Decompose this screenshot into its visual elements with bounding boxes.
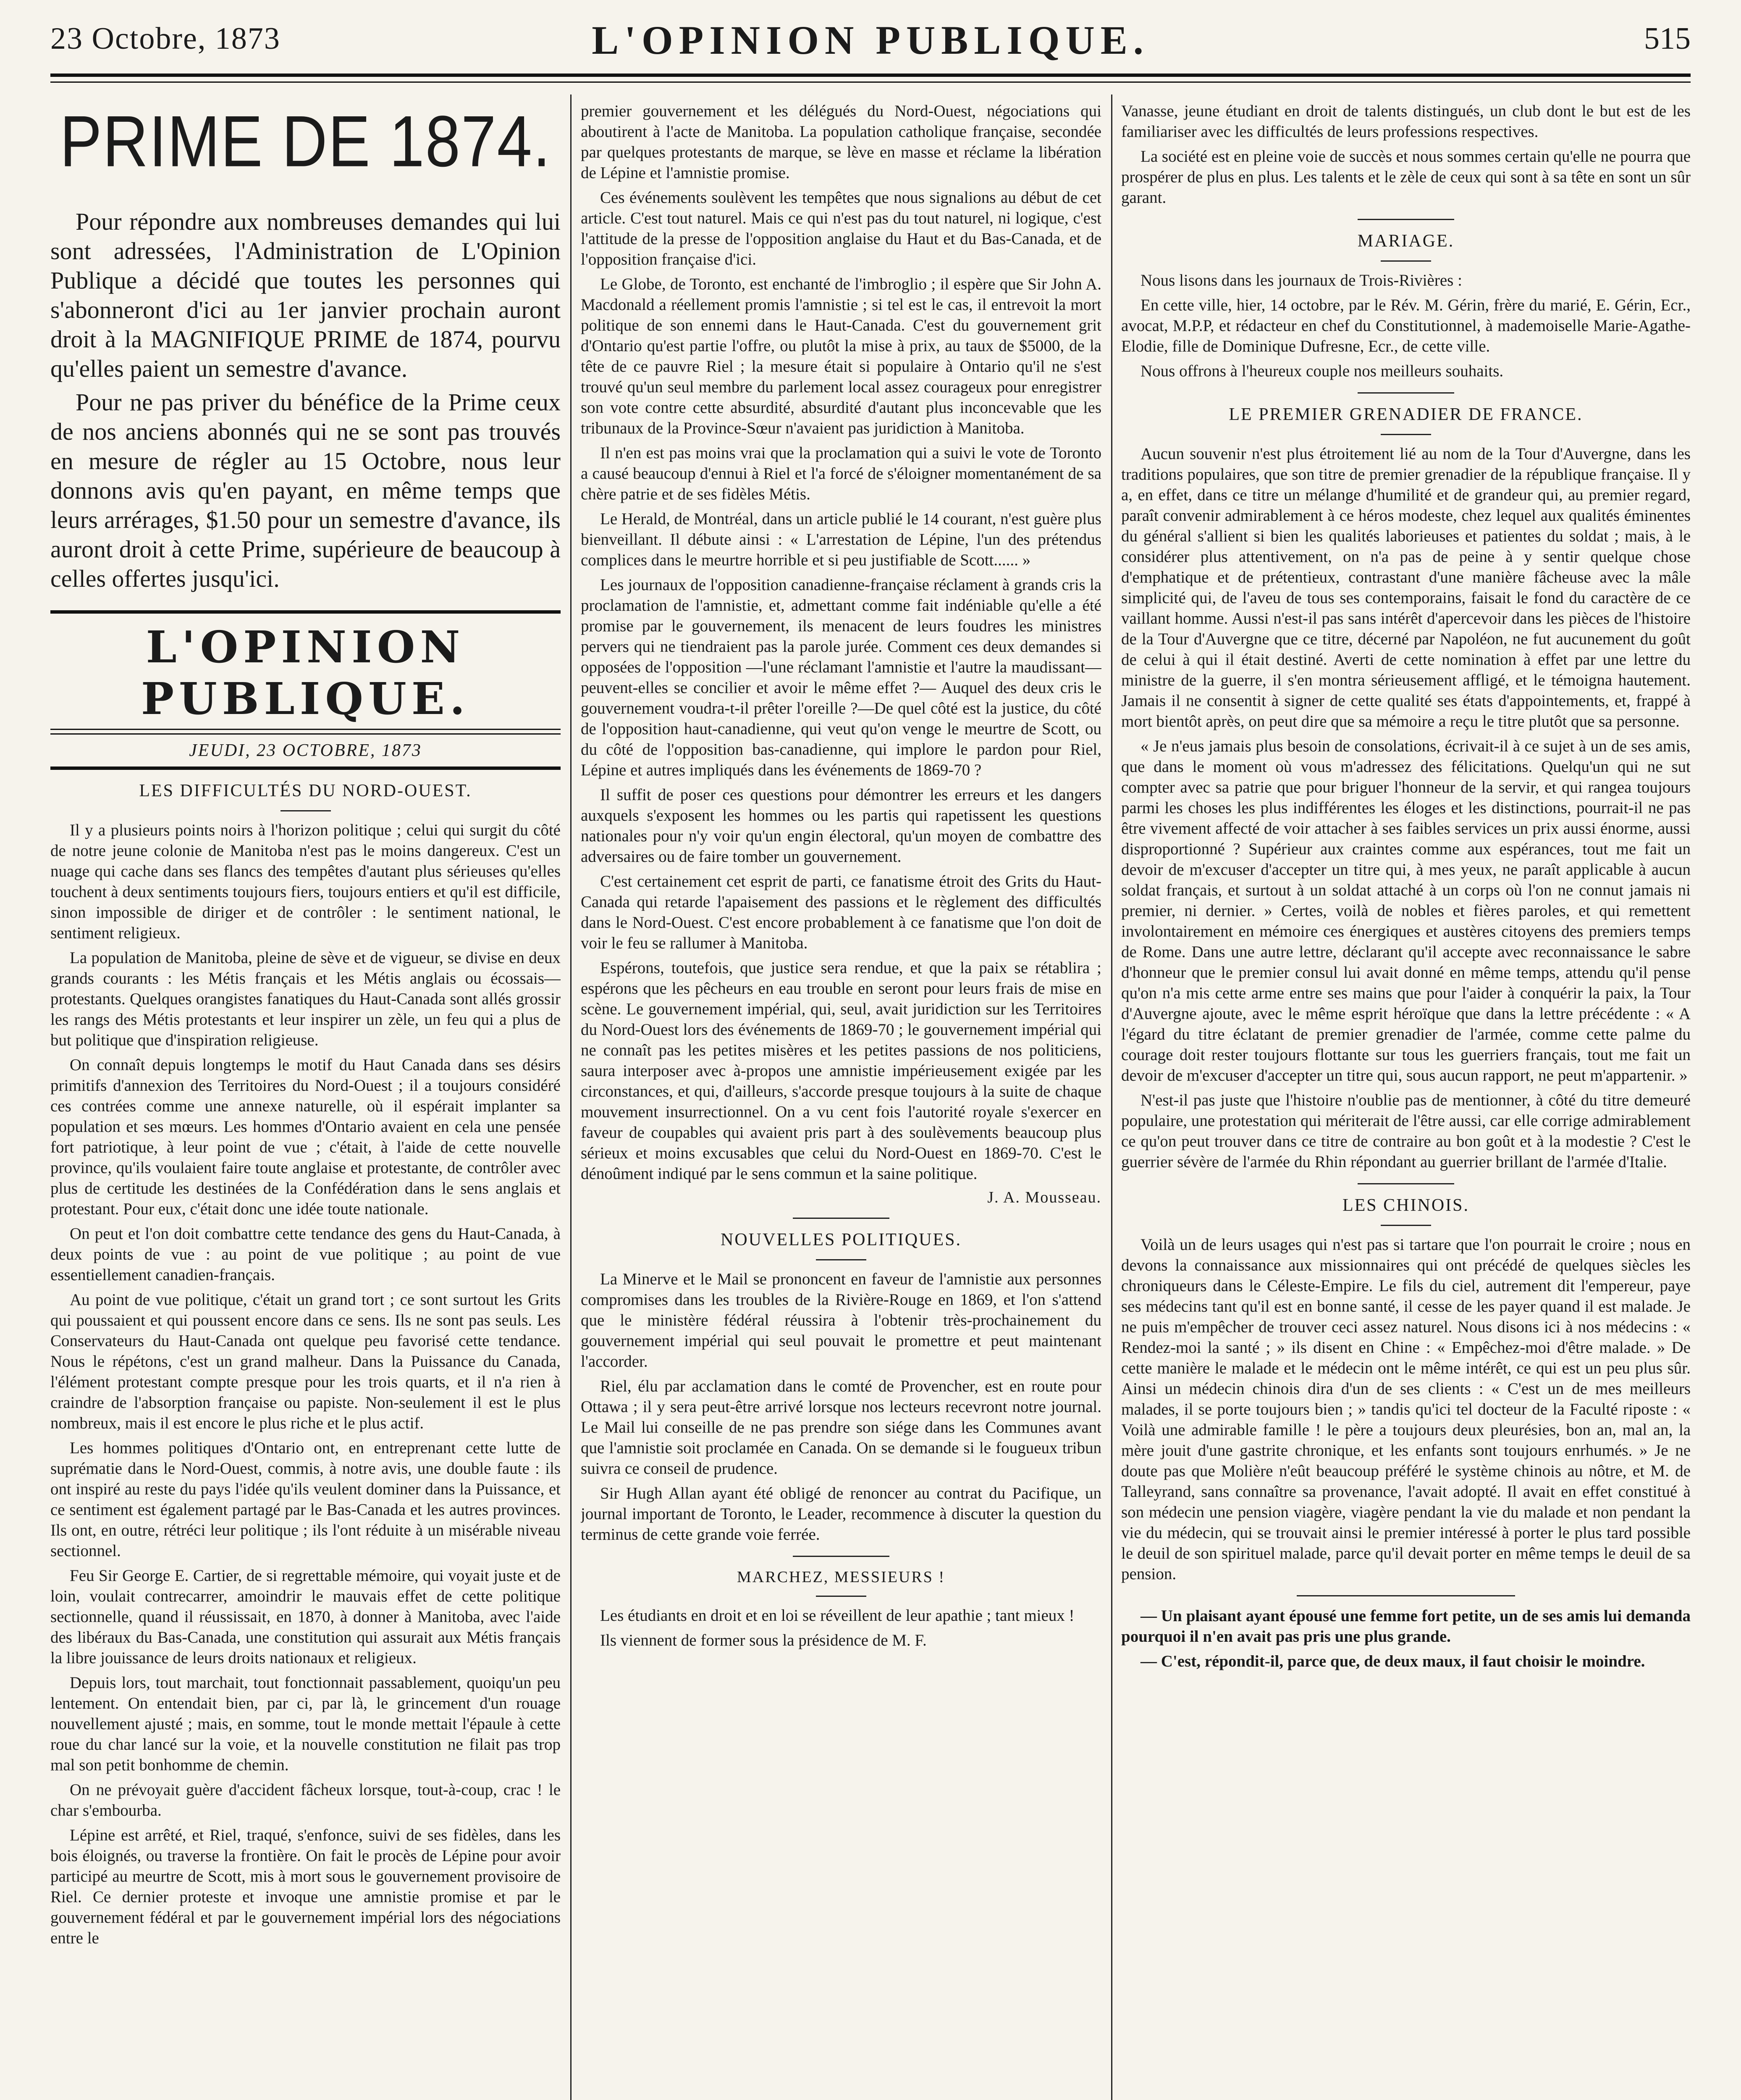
article-signature: J. A. Mousseau. [987, 1189, 1101, 1206]
masthead-title: L'OPINION PUBLIQUE. [141, 621, 470, 724]
prime-title: PRIME DE 1874. [60, 101, 551, 182]
prime-paragraph: Pour ne pas priver du bénéfice de la Prime ceux de nos anciens abonnés qui ne se sont pas trouvés en mesure de régler au 15 Octobre, nous leur donnons avis qu'en payant, en même temps que leurs arrérages, $1.50 pour un semestre d'avance, ils auront droit à cette Prime, supérieure de beaucoup à celles offertes jusqu'ici. [50, 388, 561, 592]
section-title: NOUVELLES POLITIQUES. [721, 1230, 962, 1250]
paragraph: La population de Manitoba, pleine de sève et de vigueur, se divise en deux grands courants : les Métis français et les Métis anglais ou écossais—protestants. Quelques orangistes fanatiques du Haut-Canada sont allés grossir les rangs des Métis protestants et leur inspirer un zèle, un feu qui a plus de but politique que d'inspiration religieuse. [50, 949, 561, 1049]
paragraph: N'est-il pas juste que l'histoire n'oublie pas de mentionner, à côté du titre demeuré populaire, une protestation qui mériterait de l'être aussi, car elle corrige admirablement ce qu'on peut trouver dans ce titre de contraire au bon goût et à la modestie ? C'est le guerrier sévère de l'armée du Rhin répondant au guerrier brillant de l'armée d'Italie. [1121, 1091, 1691, 1171]
prime-paragraph: Pour répondre aux nombreuses demandes qui lui sont adressées, l'Administration de L'Opinion Publique a décidé que toutes les personnes qui s'abonneront d'ici au 1er janvier prochain auront droit à la MAGNIFIQUE PRIME de 1874, pourvu qu'elles paient un semestre d'avance. [50, 208, 561, 382]
section-title: LE PREMIER GRENADIER DE FRANCE. [1229, 405, 1583, 424]
paragraph: Voilà un de leurs usages qui n'est pas si tartare que l'on pourrait le croire ; nous en devons la connaissance aux missionnaires qui ont précédé de quelques siècles les chroniqueurs dans le Céleste-Empire. Le fils du ciel, autrement dit l'empereur, paye ses médecins tant qu'il est en bonne santé, il cesse de les payer quand il est malade. Je ne puis m'empêcher de trouver ceci assez naturel. Nous disons ici à nos médecins : « Rendez-moi la santé ; » ils disent en Chine : « Empêchez-moi d'être malade. » De cette manière le malade et le médecin ont le même intérêt, ce qui est un peu plus sûr. Ainsi un médecin chinois dira d'un de ses clients : « C'est un de mes meilleurs malades, il se porte toujours bien ; » tandis qu'ici tel docteur de la Faculté riposte : « Voilà une admirable famille ! le père a toujours deux pleurésies, bon an, mal an, la mère jouit d'une gastrite chronique, et les enfants sont toujours enrhumés. » Je ne doute pas que Molière n'eût beaucoup préféré le système chinois au nôtre, et M. de Talleyrand, sans connaître sa provenance, l'avait adopté. Il avait en effet constitué à son médecin une pension viagère, viagère pendant la vie du malade et non pendant la vie du médecin, qui se trouvait ainsi le premier intéressé à porter le plus tard possible le deuil de son spirituel malade, parce qu'il devait porter en même temps le deuil de sa pension. [1121, 1236, 1691, 1583]
paragraph: Ces événements soulèvent les tempêtes que nous signalions au début de cet article. C'est tout naturel. Mais ce qui n'est pas du tout naturel, ni logique, c'est l'attitude de la presse de l'opposition anglaise du Haut et du Bas-Canada, et de l'opposition française d'ici. [581, 189, 1101, 268]
article-title: LES DIFFICULTÉS DU NORD-OUEST. [139, 781, 472, 801]
paragraph: Vanasse, jeune étudiant en droit de talents distingués, un club dont le but est de les familiariser avec les difficultés de leurs professions respectives. [1121, 102, 1691, 141]
title-rule [816, 1259, 866, 1260]
paragraph: Les journaux de l'opposition canadienne-française réclament à grands cris la proclamation de l'amnistie, et, admettant comme fait indéniable qu'elle a été promise par le gouvernement, ils menacent de leurs foudres les ministres pervers qui ne tiendraient pas la parole jurée. Comment ces deux demandes si opposées de l'opposition —l'une réclamant l'amnistie et l'autre la maudissant—peuvent-elles se concilier et avoir le même effet ?— Auquel des deux cris le gouvernement voudra-t-il prêter l'oreille ?—De quel côté est la justice, du côté de l'opposition haut-canadienne, qui veut qu'on venge le meurtre de Scott, ou du côté de l'opposition bas-canadienne, qui implore le pardon pour Riel, Lépine et autres impliqués dans les événements de 1869-70 ? [581, 576, 1101, 779]
paragraph: Au point de vue politique, c'était un grand tort ; ce sont surtout les Grits qui poussaient et qui poussent encore dans ce sens. Ils ne sont pas seuls. Les Conservateurs du Haut-Canada ont quelque peu favorisé cette tendance. Nous le répétons, c'est un grand malheur. Dans la Puissance du Canada, l'élément protestant compte presque pour les trois quarts, et il n'a rien à craindre de l'absorption française ou papiste. Non-seulement il est le plus nombreux, mais il est encore le plus riche et le plus actif. [50, 1291, 561, 1432]
section-rule [793, 1218, 889, 1219]
paragraph: Il suffit de poser ces questions pour démontrer les erreurs et les dangers auxquels s'exposent les hommes ou les partis qui rapetissent les questions nationales pour n'y voir qu'un engin électoral, qu'un moyen de combattre des adversaires ou de faire tomber un gouvernement. [581, 786, 1101, 866]
section-title: MARIAGE. [1357, 231, 1455, 251]
paragraph: Riel, élu par acclamation dans le comté de Provencher, est en route pour Ottawa ; il y sera peut-être arrivé lorsque nos lecteurs recevront notre journal. Le Mail lui conseille de ne pas prendre son siége dans les Communes avant que l'amnistie soit proclamée en Canada. On se demande si le fougueux tribun suivra ce conseil de prudence. [581, 1377, 1101, 1478]
column-1 [50, 101, 561, 2100]
paragraph: Nous offrons à l'heureux couple nos meilleurs souhaits. [1141, 362, 1504, 380]
paragraph: Espérons, toutefois, que justice sera rendue, et que la paix se rétablira ; espérons que les pêcheurs en eau trouble en seront pour leurs frais de mise en scène. Le gouvernement impérial, qui, seul, avait juridiction sur les Territoires du Nord-Ouest lors des événements de 1869-70 ; le gouvernement impérial qui ne connaît pas les petites misères et les petites passions de nos politiciens, saura interposer avec à-propos une amnistie impérieusement exigée par les circonstances, et qui, d'ailleurs, s'accorde presque toujours à la suite de chaque mouvement insurrectionnel. On a vu cent fois l'autorité royale s'exercer en faveur de coupables qui avaient pris part à des soulèvements beaucoup plus sérieux et moins excusables que celui du Nord-Ouest en 1869-70. C'est le dénoûment indiqué par le sens commun et la saine politique. [581, 959, 1101, 1183]
paragraph: Lépine est arrêté, et Riel, traqué, s'enfonce, suivi de ses fidèles, dans les bois éloignés, ou traverse la frontière. On fait le procès de Lépine pour avoir participé au meurtre de Scott, mis à mort sous le gouvernement provisoire de Riel. Ce dernier proteste et invoque une amnistie promise et par le gouvernement fédéral et par le gouvernement impérial lors des négociations entre le [50, 1826, 561, 1947]
paragraph: — C'est, répondit-il, parce que, de deux maux, il faut choisir le moindre. [1141, 1652, 1645, 1670]
paragraph: Ils viennent de former sous la présidence de M. F. [600, 1631, 927, 1649]
title-rule [1381, 260, 1431, 262]
column-divider [1111, 94, 1112, 2100]
dateline: JEUDI, 23 OCTOBRE, 1873 [50, 733, 561, 770]
page-number: 515 [1644, 21, 1691, 56]
paragraph: Le Globe, de Toronto, est enchanté de l'imbroglio ; il espère que Sir John A. Macdonald a réellement promis l'amnistie ; si tel est le cas, il entrevoit la mort politique de son ennemi dans le Haut-Canada. C'est du gouvernement grit d'Ontario qu'est partie l'offre, ou plutôt la mise à prix, au taux de $5000, de la tête de ce pauvre Riel ; la mesure était si populaire à Ontario qu'il ne s'est trouvé qu'un seul membre du parlement local assez courageux pour enregistrer son vote contre cette absurdité, absurdité d'autant plus inconcevable que les tribunaux de la Province-Sœur n'avaient pas juridiction à Manitoba. [581, 275, 1101, 437]
paragraph: La Minerve et le Mail se prononcent en faveur de l'amnistie aux personnes compromises dans les troubles de la Rivière-Rouge en 1869, et l'on s'attend que le ministère fédéral réussira à l'obtenir très-prochainement du gouvernement impérial qui seul pouvait le promettre et peut maintenant l'accorder. [581, 1270, 1101, 1370]
title-rule [281, 810, 331, 811]
column-3 [1121, 101, 1691, 2100]
paragraph: Il n'en est pas moins vrai que la proclamation qui a suivi le vote de Toronto a causé beaucoup d'ennui à Riel et l'a forcé de s'éloigner momentanément de sa chère patrie et de ses fidèles Métis. [581, 444, 1101, 503]
header-date: 23 Octobre, 1873 [50, 21, 281, 56]
paragraph: Il y a plusieurs points noirs à l'horizon politique ; celui qui surgit du côté de notre jeune colonie de Manitoba n'est pas le moins dangereux. C'est un nuage qui cache dans ses flancs des tempêtes d'autant plus sérieuses qu'elles touchent à deux sentiments toujours fiers, toujours entiers et qu'il est difficile, sinon impossible de diriger et de contrôler : le sentiment national, le sentiment religieux. [50, 821, 561, 942]
paragraph: Les hommes politiques d'Ontario ont, en entreprenant cette lutte de suprématie dans le Nord-Ouest, commis, à notre avis, une double faute : ils ont inspiré au reste du pays l'idée qu'ils veulent dominer dans la Puissance, et ce sentiment est également partagé par le Bas-Canada et les autres provinces. Ils ont, en outre, rétréci leur politique ; ils l'ont réduite à un misérable niveau sectionnel. [50, 1439, 561, 1560]
section-rule [793, 1556, 889, 1557]
section-rule [1297, 1595, 1515, 1596]
title-rule [1381, 434, 1431, 435]
masthead [50, 610, 561, 730]
paragraph: La société est en pleine voie de succès et nous sommes certain qu'elle ne pourra que prospérer de plus en plus. Les talents et le zèle de ceux qui sont à sa tête en sont un sûr garant. [1121, 147, 1691, 207]
column-divider [570, 94, 572, 2100]
section-title: MARCHEZ, MESSIEURS ! [737, 1568, 945, 1586]
paragraph: Nous lisons dans les journaux de Trois-Rivières : [1141, 271, 1462, 289]
column-2 [581, 101, 1101, 2100]
paragraph: Le Herald, de Montréal, dans un article publié le 14 courant, n'est guère plus bienveillant. Il débute ainsi : « L'arrestation de Lépine, l'un des prétendus complices dans le meurtre horrible et si peu justifiable de Scott...... » [581, 510, 1101, 569]
header-title: L'OPINION PUBLIQUE. [592, 18, 1149, 63]
paragraph: Sir Hugh Allan ayant été obligé de renoncer au contrat du Pacifique, un journal important de Toronto, le Leader, recommence à discuter la question du terminus de cette grande voie ferrée. [581, 1484, 1101, 1544]
paragraph: En cette ville, hier, 14 octobre, par le Rév. M. Gérin, frère du marié, E. Gérin, Ecr., avocat, M.P.P, et rédacteur en chef du Constitutionnel, à mademoiselle Marie-Agathe-Elodie, fille de Dominique Dufresne, Ecr., de cette ville. [1121, 296, 1691, 355]
title-rule [816, 1596, 866, 1597]
section-title: LES CHINOIS. [1342, 1196, 1469, 1215]
paragraph: Depuis lors, tout marchait, tout fonctionnait passablement, quoiqu'un peu lentement. On entendait bien, par ci, par là, le grincement d'un rouage nouvellement ajusté ; mais, en somme, tout le monde mettait l'épaule à cette roue du char lancé sur la voie, et la nouvelle constitution ne filait pas trop mal son petit bonhomme de chemin. [50, 1674, 561, 1774]
header-rule [50, 74, 1691, 77]
section-rule [1358, 219, 1454, 220]
prime-notice [50, 207, 561, 593]
article-body [50, 820, 561, 1948]
paragraph: On peut et l'on doit combattre cette tendance des gens du Haut-Canada, à deux points de vue : au point de vue politique ; au point de vue essentiellement canadien-français. [50, 1225, 561, 1284]
paragraph: — Un plaisant ayant épousé une femme fort petite, un de ses amis lui demanda pourquoi il n'en avait pas pris une plus grande. [1121, 1607, 1691, 1646]
paragraph: « Je n'eus jamais plus besoin de consolations, écrivait-il à ce sujet à un de ses amis, que dans le moment où vous m'adressez des félicitations. Quelqu'un qui ne sut compter avec sa patrie que pour briguer l'honneur de la servir, et qui rangea toujours parmi les choses les plus indifférentes les éloges et les distinctions, pourrait-il ne pas être vivement affecté de voir attacher à ses faibles services un prix aussi énorme, aussi disproportionné ? Supérieur aux craintes comme aux espérances, tout me fait un devoir de m'excuser d'accepter un titre qui, à mes yeux, ne paraît applicable à aucun soldat français, et surtout à un soldat attaché à un corps où l'on ne connut jamais ni premier, ni dernier. » Certes, voilà de nobles et fières paroles, et qui remettent involontairement en mémoire ces énergiques et austères citoyens des premiers temps de Rome. Dans une autre lettre, déclarant qu'il accepte avec reconnaissance le sabre d'honneur que le premier consul lui avait donné en même temps, attendu qu'il pense qu'on n'a mis cette arme entre ses mains que pour l'aider à conquérir la paix, la Tour d'Auvergne ajoute, avec le même esprit héroïque que dans la lettre précédente : « A l'égard du titre éclatant de premier grenadier de l'armée, comme cette palme du courage doit rester toujours flottante sur tous les guerriers français, tout me fait un devoir de m'excuser d'accepter un titre qui, sous aucun rapport, ne peut m'appartenir. » [1121, 737, 1691, 1084]
paragraph: C'est certainement cet esprit de parti, ce fanatisme étroit des Grits du Haut-Canada qui retarde l'apaisement des passions et le règlement des difficultés dans le Nord-Ouest. C'est encore probablement à ce fanatisme que l'on doit de voir le feu se rallumer à Manitoba. [581, 872, 1101, 952]
section-rule [1358, 392, 1454, 394]
section-rule [1358, 1183, 1454, 1184]
paragraph: Feu Sir George E. Cartier, de si regrettable mémoire, qui voyait juste et de loin, voulait contrecarrer, amoindrir le mauvais effet de cette politique sectionnelle, quand il réussissait, en 1870, à donner à Manitoba, avec l'aide des libéraux du Bas-Canada, une constitution qui assurait aux Métis français la libre jouissance de leurs droits nationaux et religieux. [50, 1567, 561, 1667]
paragraph: On ne prévoyait guère d'accident fâcheux lorsque, tout-à-coup, crac ! le char s'embourba. [50, 1781, 561, 1819]
paragraph: On connaît depuis longtemps le motif du Haut Canada dans ses désirs primitifs d'annexion des Territoires du Nord-Ouest ; il a toujours considéré ces contrées comme une annexe naturelle, où il espérait implanter sa population et ses mœurs. Les hommes d'Ontario avaient en cela une pensée fort patriotique, à leur point de vue ; c'était, à l'aide de cette nouvelle province, qu'ils voulaient faire toute anglaise et protestante, de contrôler avec plus de certitude les destinées de la Confédération dans le sens anglais et protestant. Pour eux, c'était donc une idée toute nationale. [50, 1056, 561, 1218]
header-rule-thin [50, 81, 1691, 83]
paragraph: premier gouvernement et les délégués du Nord-Ouest, négociations qui aboutirent à l'acte de Manitoba. La population catholique française, secondée par quelques protestants de marque, se lève en masse et réclame la libération de Lépine et l'amnistie promise. [581, 102, 1101, 182]
paragraph: Aucun souvenir n'est plus étroitement lié au nom de la Tour d'Auvergne, dans les traditions populaires, que son titre de premier grenadier de la république française. Il y a, en effet, dans ce titre un mélange d'humilité et de grandeur qui, au premier regard, paraît convenir admirablement à ce héros modeste, chez lequel aux qualités éminentes du général s'allient si bien les qualités laborieuses et patientes du soldat ; mais, à le considérer plus attentivement, on n'a pas de peine à y sentir quelque chose d'emphatique et de prétentieux, contrastant d'une manière fâcheuse avec la mâle simplicité qui, de l'aveu de tous ses contemporains, faisait le fond du caractère de ce vaillant homme. Aussi n'est-il pas sans intérêt d'apercevoir dans les pièces de l'histoire de la Tour d'Auvergne que ce titre, décerné par Napoléon, ne fut aucunement du goût de celui à qui il était destiné. Averti de cette nomination à effet par une lettre du ministre de la guerre, il s'en montra sérieusement affligé, et le témoigna hautement. Jamais il ne consentit à signer de cette qualité ses états d'appointements, et, frappé à mort bientôt après, on peut dire que sa mémoire a reçu le titre plutôt que sa personne. [1121, 445, 1691, 730]
page-header [50, 17, 1691, 67]
title-rule [1381, 1225, 1431, 1226]
paragraph: Les étudiants en droit et en loi se réveillent de leur apathie ; tant mieux ! [600, 1606, 1075, 1625]
